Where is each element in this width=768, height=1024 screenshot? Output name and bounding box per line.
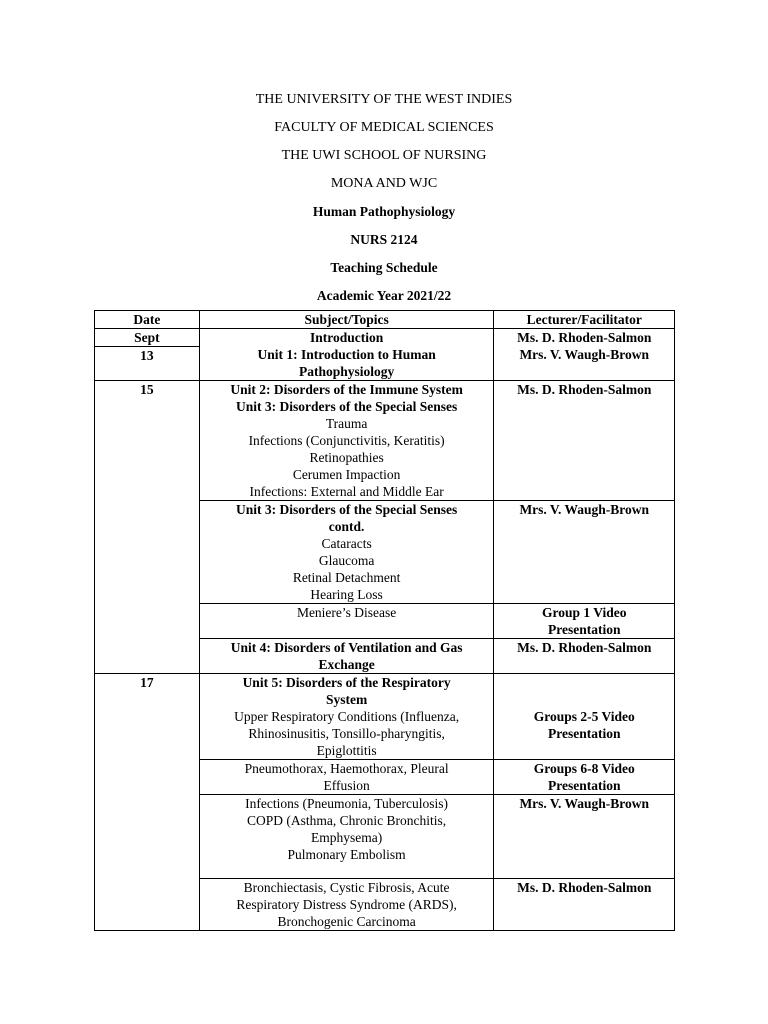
lecturer-cell [494,879,675,931]
lecturer-line: Presentation [547,622,621,637]
topic-line: Bronchiectasis, Cystic Fibrosis, Acute [243,880,450,895]
course-title: Human Pathophysiology [312,204,456,219]
subject-line: Unit 4: Disorders of Ventilation and Gas [230,640,463,655]
topic-line: Retinal Detachment [292,570,401,585]
subject-line: Exchange [318,657,375,672]
topic-line: Cerumen Impaction [292,467,401,482]
lecturer-cell [494,674,675,760]
topic-line: Glaucoma [318,553,375,568]
topic-line: Infections (Conjunctivitis, Keratitis) [248,433,445,448]
lecturer-line: Presentation [547,726,621,741]
topic-line: Rhinosinusitis, Tonsillo-pharyngitis, [248,726,445,741]
subject-cell [199,381,494,501]
document-title: Teaching Schedule [330,260,438,275]
lecturer-line: Ms. D. Rhoden-Salmon [517,880,652,895]
topic-line: Retinopathies [309,450,384,465]
subject-line: Unit 1: Introduction to Human [257,347,436,362]
topic-line: Infections (Pneumonia, Tuberculosis) [245,796,449,811]
subject-line: Unit 2: Disorders of the Immune System [230,382,463,397]
lecturer-cell [494,639,675,674]
topic-line: Cataracts [321,536,372,551]
header-subject: Subject/Topics [199,311,494,329]
lecturer-line: Groups 6-8 Video [533,761,635,776]
table-row [95,674,675,760]
subject-line: Unit 3: Disorders of the Special Senses [235,399,458,414]
subject-cell [199,795,494,879]
lecturer-cell [494,795,675,879]
teaching-schedule-table [94,310,675,931]
lecturer-line: Group 1 Video [541,605,627,620]
subject-cell [199,604,494,639]
header-lecturer: Lecturer/Facilitator [494,311,675,329]
lecturer-line: Mrs. V. Waugh-Brown [519,502,649,517]
lecturer-cell [494,381,675,501]
topic-line: Epiglottitis [316,743,377,758]
subject-cell [199,760,494,795]
topic-line: Infections: External and Middle Ear [249,484,444,499]
date-cell: 17 [95,674,200,931]
date-cell: 15 [95,381,200,674]
topic-line: Effusion [323,778,370,793]
lecturer-cell [494,501,675,604]
subject-line: Unit 3: Disorders of the Special Senses [235,502,458,517]
lecturer-line: Ms. D. Rhoden-Salmon [517,330,652,345]
topic-line: Hearing Loss [310,587,383,602]
lecturer-line: Presentation [547,778,621,793]
academic-year: Academic Year 2021/22 [316,288,452,303]
subject-cell [199,501,494,604]
table-header-row [95,311,675,329]
subject-line: Pathophysiology [298,364,395,379]
header-date: Date [95,311,200,329]
document-heading [0,86,768,310]
lecturer-cell [494,329,675,381]
campus-name: MONA AND WJC [330,176,438,191]
month-cell: Sept [95,329,200,347]
subject-line: Unit 5: Disorders of the Respiratory [242,675,451,690]
course-code: NURS 2124 [350,232,418,247]
topic-line: Pneumothorax, Haemothorax, Pleural [244,761,449,776]
lecturer-line: Groups 2-5 Video [533,709,635,724]
topic-line: Upper Respiratory Conditions (Influenza, [234,709,460,724]
lecturer-line: Mrs. V. Waugh-Brown [519,347,649,362]
subject-cell [199,879,494,931]
subject-line: contd. [328,519,365,534]
topic-line: Trauma [325,416,368,431]
lecturer-line: Mrs. V. Waugh-Brown [519,796,649,811]
topic-line: Bronchogenic Carcinoma [277,914,416,929]
topic-line: Meniere’s Disease [296,605,397,620]
topic-line: Emphysema) [310,830,383,845]
lecturer-cell [494,604,675,639]
topic-line: COPD (Asthma, Chronic Bronchitis, [247,813,447,828]
lecturer-line: Ms. D. Rhoden-Salmon [517,640,652,655]
subject-line: System [325,692,368,707]
university-name: THE UNIVERSITY OF THE WEST INDIES [255,92,513,107]
school-name: THE UWI SCHOOL OF NURSING [281,148,487,163]
date-cell: 13 [95,347,200,381]
topic-line: Respiratory Distress Syndrome (ARDS), [236,897,457,912]
table-row [95,381,675,501]
faculty-name: FACULTY OF MEDICAL SCIENCES [274,120,494,135]
lecturer-line: Ms. D. Rhoden-Salmon [517,382,652,397]
lecturer-cell [494,760,675,795]
subject-cell [199,639,494,674]
subject-line: Introduction [309,330,384,345]
topic-line: Pulmonary Embolism [287,847,406,862]
month-row [95,329,675,347]
subject-cell [199,674,494,760]
table-row [199,329,494,381]
